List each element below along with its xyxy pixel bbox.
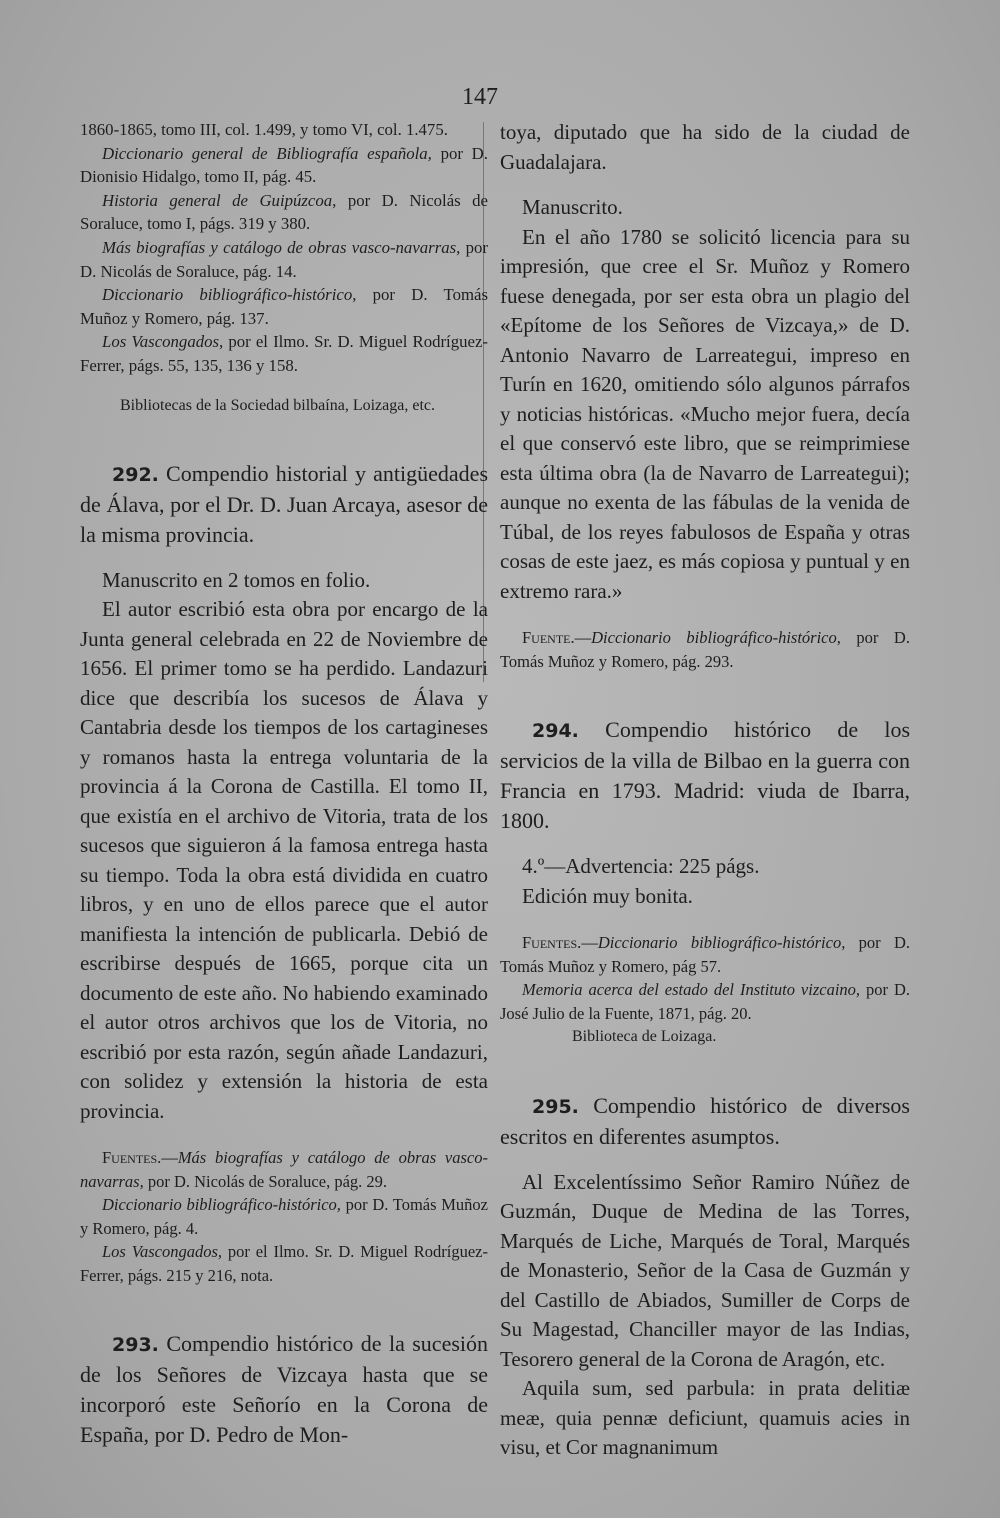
- reference-line: 1860-1865, tomo III, col. 1.499, y tomo VI, col. 1.475.: [80, 120, 448, 139]
- paragraph: El autor escribió esta obra por encargo de la Junta general celebrada en 22 de Noviembre de 1656. El primer tomo se ha perdido. Landazuri dice que describía los sucesos de Álava y Cantabria desde los tiempos de los cartagineses y romanos hasta la entrega voluntaria de la provincia á la Corona de Castilla. El tomo II, que existía en el archivo de Vitoria, trata de los sucesos que siguieron á la famosa entrega hasta su tiempo. Toda la obra está dividida en cuatro libros, y en uno de ellos parece que el autor manifiesta la intención de publicarla. Debió de escribirse después de 1665, porque cita un documento de este año. No habiendo examinado el autor otros archivos que los de Vitoria, no escribió por esta razón, según añade Landazuri, con solidez y extensión la historia de esta provincia.: [80, 597, 488, 1123]
- entry-295-body: [500, 1168, 910, 1463]
- entry-293-heading: [80, 1329, 488, 1450]
- entry-294-sources: [500, 931, 910, 1049]
- source-line: Fuente.—Diccionario bibliográfico-histórico, por D. Tomás Muñoz y Romero, pág. 293.: [500, 628, 910, 671]
- source-line: Fuentes.—Más biografías y catálogo de obras vasco-navarras, por D. Nicolás de Soraluce, pág. 29.: [80, 1148, 488, 1191]
- entry-title: Compendio histórico de diversos escritos en diferentes asumptos.: [500, 1092, 910, 1149]
- entry-number: 294.: [532, 720, 579, 742]
- paragraph: En el año 1780 se solicitó licencia para su impresión, que cree el Sr. Muñoz y Romero fuese denegada, por ser esta obra un plagio del «Epítome de los Señores de Vizcaya,» de D. Antonio Navarro de Larreategui, impreso en Turín en 1620, omitiendo sólo algunos párrafos y noticias históricas. «Mucho mejor fuera, decía el que conservó este libro, que se reimprimiese esta última obra (la de Navarro de Larreategui); aunque no exenta de las fábulas de la venida de Túbal, de los reyes fabulosos de España y otras cosas de este jaez, es más copiosa y puntual y en extremo rara.»: [500, 224, 910, 603]
- references-continuation: [80, 118, 488, 378]
- entry-title: Compendio historial y antigüedades de Álava, por el Dr. D. Juan Arcaya, asesor de la misma provincia.: [80, 460, 488, 547]
- source-line: Los Vascongados, por el Ilmo. Sr. D. Miguel Rodríguez-Ferrer, págs. 215 y 216, nota.: [80, 1242, 488, 1285]
- paragraph: Manuscrito.: [522, 195, 623, 219]
- bibliotecas-note: Bibliotecas de la Sociedad bilbaína, Loizaga, etc.: [120, 396, 435, 414]
- source-line: Diccionario bibliográfico-histórico, por D. Tomás Muñoz y Romero, pág. 4.: [80, 1195, 488, 1238]
- entry-title-continued: toya, diputado que ha sido de la ciudad de Guadalajara.: [500, 120, 910, 174]
- paragraph: Al Excelentíssimo Señor Ramiro Núñez de Guzmán, Duque de Medina de las Torres, Marqués de Liche, Marqués de Toral, Marqués de Monasterio, Señor de la Casa de Guzmán y del Castillo de Abiados, Sumiller de Corps de Su Magestad, Chanciller mayor de las Indias, Tesorero general de la Corona de Aragón, etc.: [500, 1169, 910, 1371]
- right-column: [500, 118, 910, 1463]
- source-line: Memoria acerca del estado del Instituto vizcaino, por D. José Julio de la Fuente, 1871, pág. 20.: [500, 980, 910, 1023]
- entry-title: Compendio histórico de los servicios de la villa de Bilbao en la guerra con Francia en 1793. Madrid: viuda de Ibarra, 1800.: [500, 717, 911, 833]
- reference-line: Historia general de Guipúzcoa, por D. Nicolás de Soraluce, tomo I, págs. 319 y 380.: [80, 190, 488, 234]
- entry-295-heading: [500, 1091, 910, 1152]
- entry-293-source: [500, 626, 910, 673]
- biblioteca-note: Biblioteca de Loizaga.: [572, 1028, 717, 1045]
- entry-292-body: [80, 566, 488, 1127]
- reference-line: Más biografías y catálogo de obras vasco-navarras, por D. Nicolás de Soraluce, pág. 14.: [80, 237, 488, 281]
- entry-number: 295.: [532, 1095, 579, 1118]
- entry-292-sources: [80, 1146, 488, 1287]
- entry-number: 292.: [112, 463, 159, 486]
- source-line: Fuentes.—Diccionario bibliográfico-histórico, por D. Tomás Muñoz y Romero, pág 57.: [500, 933, 910, 976]
- entry-294-heading: [500, 715, 910, 836]
- reference-line: Diccionario general de Bibliografía española, por D. Dionisio Hidalgo, tomo II, pág. 45.: [80, 143, 488, 187]
- reference-line: Los Vascongados, por el Ilmo. Sr. D. Miguel Rodríguez-Ferrer, págs. 55, 135, 136 y 158.: [80, 332, 488, 375]
- page-number: 147: [462, 84, 498, 110]
- entry-title: Compendio histórico de la sucesión de los Señores de Vizcaya hasta que se incorporó este Señorío en la Corona de España, por D. Pedro de Mon-: [80, 1331, 489, 1448]
- entry-292-heading: [80, 459, 488, 550]
- left-column: [80, 118, 488, 1450]
- paragraph: 4.º—Advertencia: 225 págs.: [522, 854, 760, 878]
- entry-294-body: [500, 852, 910, 911]
- paragraph: Manuscrito en 2 tomos en folio.: [102, 567, 371, 592]
- paragraph: Edición muy bonita.: [522, 883, 693, 908]
- paragraph: Aquila sum, sed parbula: in prata delitiæ meæ, quia pennæ deficiunt, quamuis acies in visu, et Cor magnanimum: [500, 1376, 910, 1459]
- entry-number: 293.: [112, 1334, 159, 1357]
- entry-293-continued: [500, 118, 910, 606]
- reference-line: Diccionario bibliográfico-histórico, por D. Tomás Muñoz y Romero, pág. 137.: [80, 285, 488, 328]
